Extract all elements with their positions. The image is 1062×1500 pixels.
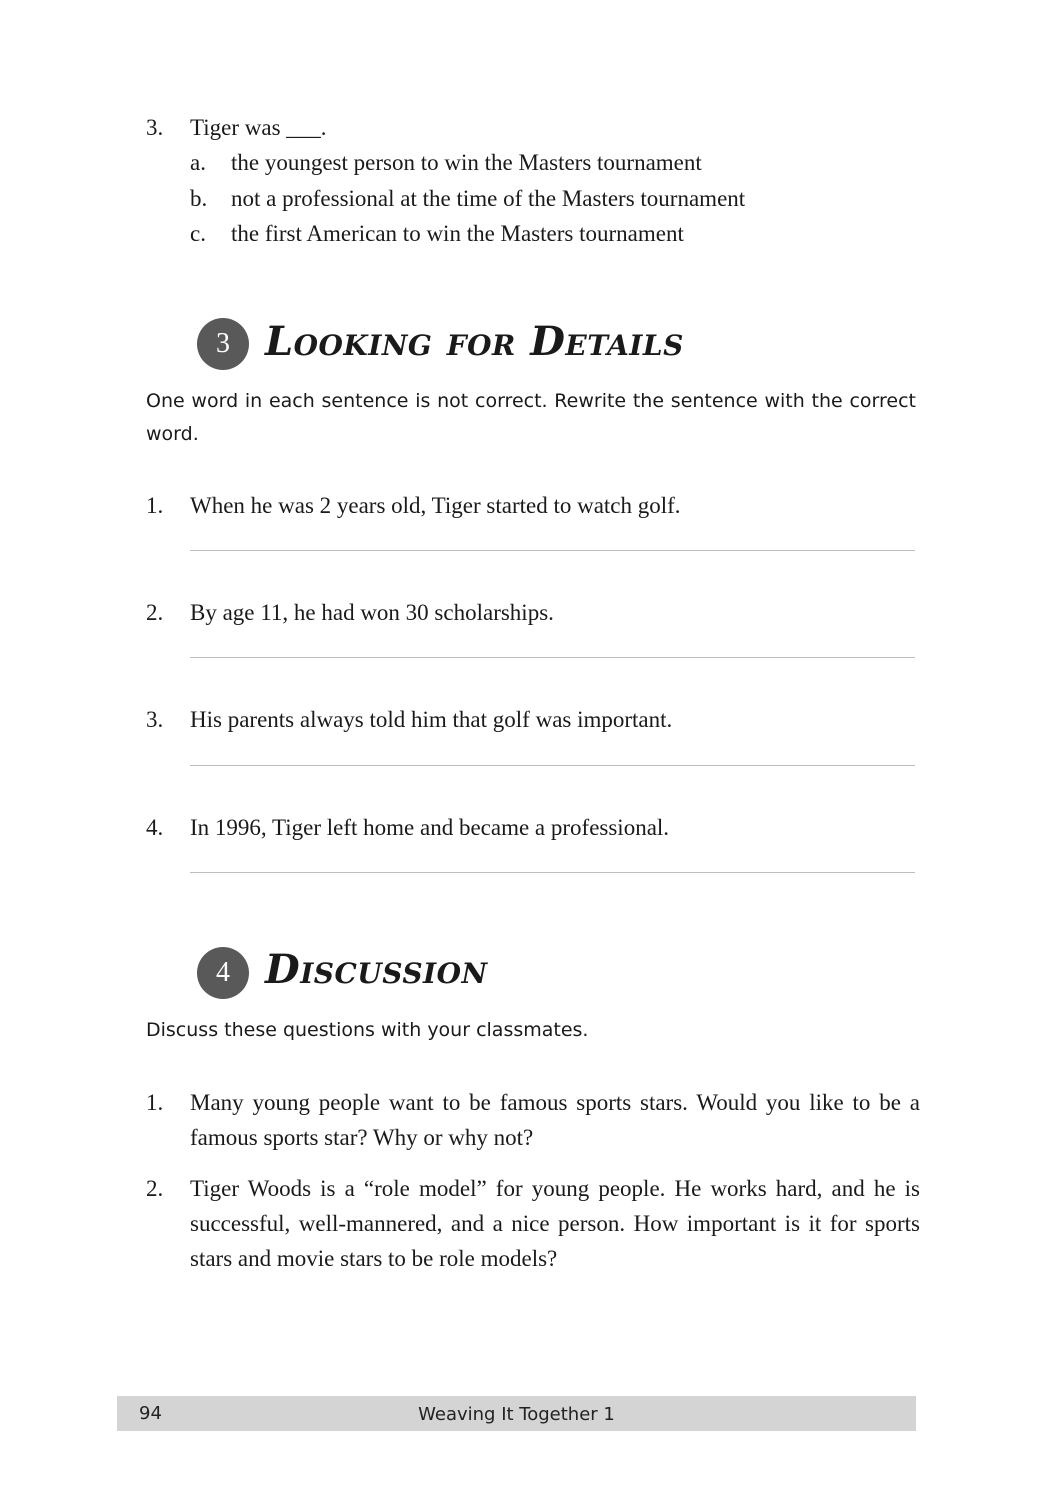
option-letter: b.	[190, 186, 208, 211]
book-title: Weaving It Together 1	[418, 1404, 615, 1425]
section-instructions: Discuss these questions with your classmates.	[146, 1019, 589, 1041]
answer-line[interactable]	[190, 657, 915, 658]
footer-bar	[117, 1396, 916, 1431]
item-sentence: His parents always told him that golf was important.	[190, 707, 673, 732]
question-number: 3.	[146, 115, 164, 140]
item-number: 2.	[146, 1176, 164, 1201]
page-number: 94	[139, 1403, 162, 1424]
item-number: 1.	[146, 493, 164, 518]
answer-line[interactable]	[190, 550, 915, 551]
item-sentence: In 1996, Tiger left home and became a professional.	[190, 815, 670, 840]
option-text: not a professional at the time of the Masters tournament	[231, 186, 746, 211]
question-stem: Tiger was ___.	[190, 115, 327, 140]
section-title: Looking for Details	[265, 318, 684, 365]
section-number-badge: 4	[197, 947, 249, 999]
item-number: 2.	[146, 600, 164, 625]
section-title: Discussion	[265, 946, 488, 993]
item-number: 3.	[146, 707, 164, 732]
section-number-badge: 3	[197, 318, 249, 370]
item-sentence: When he was 2 years old, Tiger started to watch golf.	[190, 493, 681, 518]
option-letter: c.	[190, 221, 206, 246]
section-instructions: One word in each sentence is not correct. Rewrite the sentence with the correct word.	[146, 390, 916, 445]
item-number: 4.	[146, 815, 164, 840]
answer-line[interactable]	[190, 765, 915, 766]
item-sentence: By age 11, he had won 30 scholarships.	[190, 600, 554, 625]
discussion-question: Tiger Woods is a “role model” for young people. He works hard, and he is successful, well-mannered, and a nice person. How important is it for sports stars and movie stars to be role models?	[190, 1176, 920, 1271]
option-letter: a.	[190, 150, 206, 175]
option-text: the first American to win the Masters tournament	[231, 221, 684, 246]
discussion-question: Many young people want to be famous sports stars. Would you like to be a famous sports star? Why or why not?	[190, 1090, 920, 1150]
item-number: 1.	[146, 1090, 164, 1115]
option-text: the youngest person to win the Masters tournament	[231, 150, 702, 175]
answer-line[interactable]	[190, 872, 915, 873]
